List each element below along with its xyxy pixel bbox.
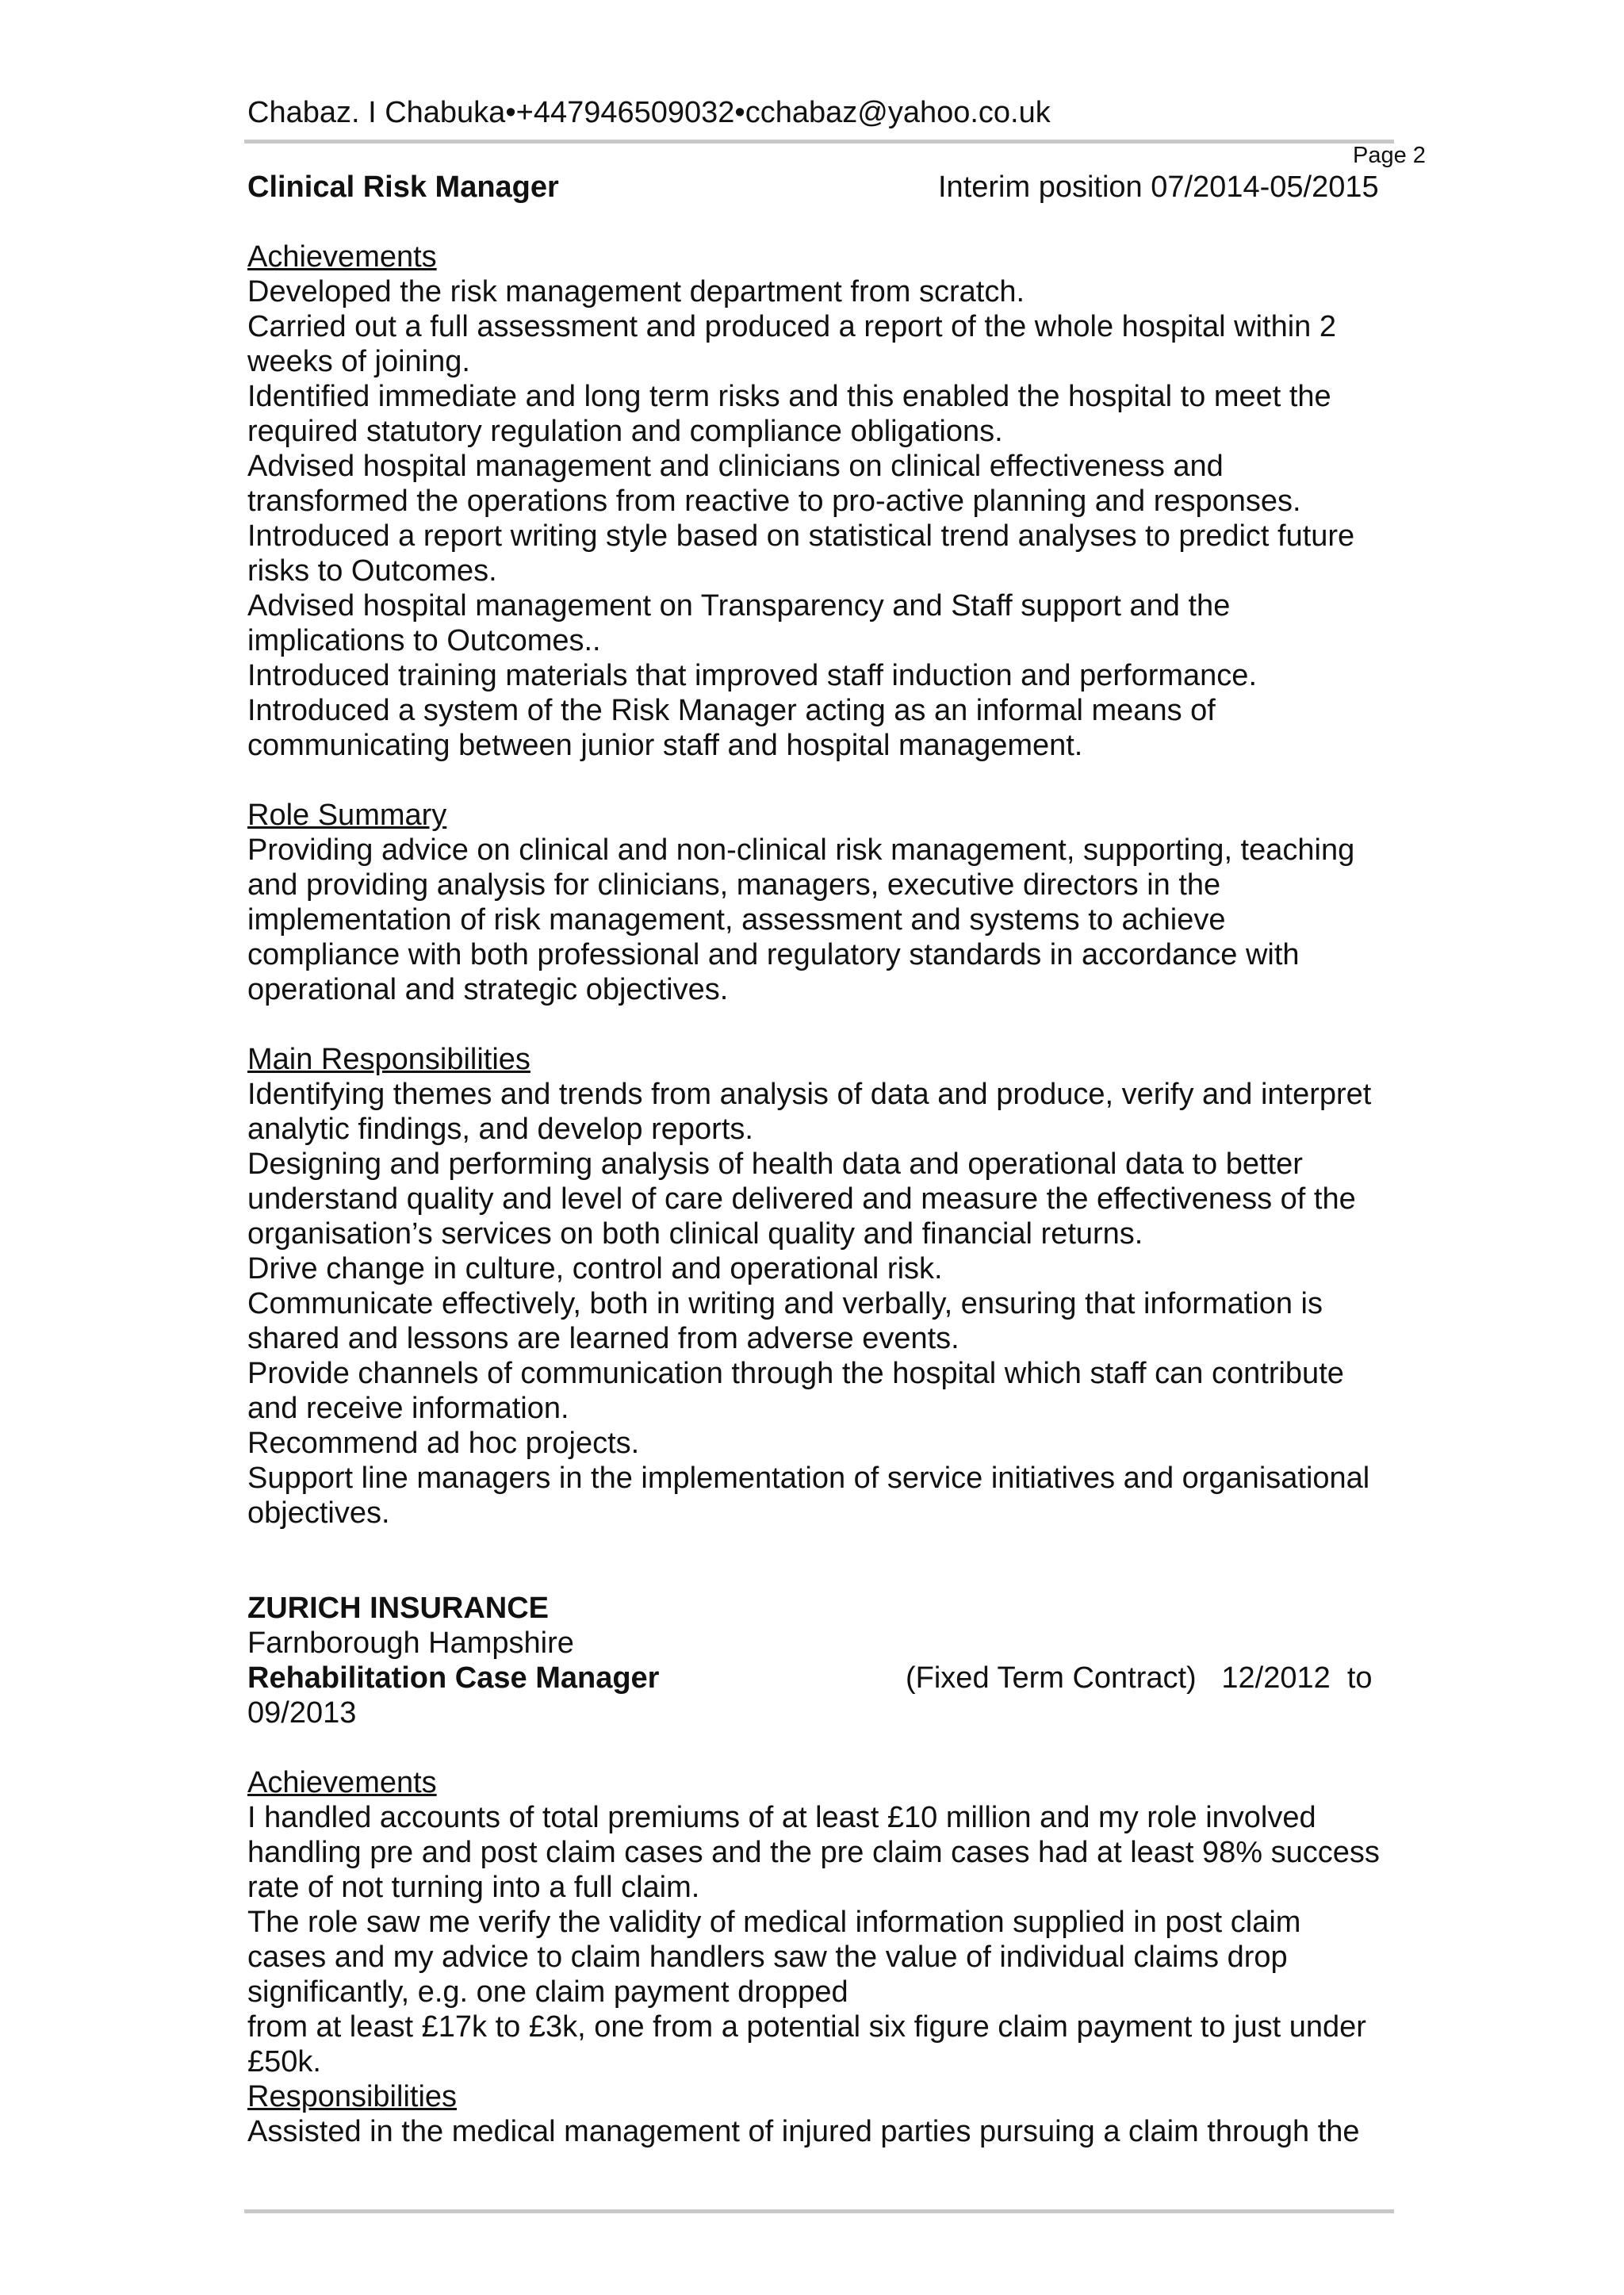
responsibility-line: and receive information. (247, 1392, 569, 1425)
achievement-line: Carried out a full assessment and produced a report of the whole hospital within 2 (247, 310, 1337, 343)
role-summary-line: implementation of risk management, assessment and systems to achieve (247, 903, 1226, 937)
role-summary-line: Providing advice on clinical and non-clinical risk management, supporting, teaching (247, 833, 1355, 867)
achievement-line: Identified immediate and long term risks and this enabled the hospital to meet the (247, 380, 1331, 413)
job-title: Rehabilitation Case Manager (247, 1661, 660, 1695)
role-summary-line: and providing analysis for clinicians, managers, executive directors in the (247, 868, 1221, 902)
achievement-line: Introduced training materials that improved staff induction and performance. (247, 659, 1257, 692)
footer-rule (244, 2209, 1394, 2213)
company-location: Farnborough Hampshire (247, 1626, 574, 1660)
job-term-continued: 09/2013 (247, 1696, 357, 1730)
achievement-line: Advised hospital management on Transparency and Staff support and the (247, 589, 1231, 623)
responsibility-line: Identifying themes and trends from analysis of data and produce, verify and interpret (247, 1078, 1372, 1111)
main-responsibilities-heading: Main Responsibilities (247, 1043, 530, 1076)
achievement-line: Advised hospital management and clinicians on clinical effectiveness and (247, 450, 1224, 483)
responsibility-line: Drive change in culture, control and operational risk. (247, 1252, 943, 1285)
achievement-line: significantly, e.g. one claim payment dropped (247, 1975, 848, 2009)
achievement-line: risks to Outcomes. (247, 554, 497, 588)
responsibility-line: organisation’s services on both clinical quality and financial returns. (247, 1217, 1143, 1251)
achievement-line: £50k. (247, 2045, 321, 2079)
achievement-line: Introduced a report writing style based on statistical trend analyses to predict future (247, 519, 1355, 553)
responsibility-line: Support line managers in the implementation of service initiatives and organisational (247, 1462, 1370, 1495)
achievement-line: handling pre and post claim cases and the pre claim cases had at least 98% success (247, 1836, 1380, 1869)
achievement-line: communicating between junior staff and hospital management. (247, 729, 1083, 762)
achievement-line: The role saw me verify the validity of medical information supplied in post claim (247, 1906, 1301, 1939)
responsibility-line: shared and lessons are learned from adverse events. (247, 1322, 959, 1355)
header-contact: Chabaz. I Chabuka•+447946509032•cchabaz@yahoo.co.uk (247, 96, 1051, 129)
achievement-line: cases and my advice to claim handlers saw the value of individual claims drop (247, 1941, 1288, 1974)
responsibility-line: Communicate effectively, both in writing and verbally, ensuring that information is (247, 1287, 1323, 1320)
company-name: ZURICH INSURANCE (247, 1592, 549, 1625)
responsibility-line: Assisted in the medical management of injured parties pursuing a claim through the (247, 2115, 1360, 2148)
achievement-line: required statutory regulation and compliance obligations. (247, 415, 1003, 448)
role-summary-line: compliance with both professional and regulatory standards in accordance with (247, 938, 1300, 971)
job-title: Clinical Risk Manager (247, 170, 559, 204)
header-rule (244, 140, 1394, 144)
responsibility-line: understand quality and level of care delivered and measure the effectiveness of the (247, 1182, 1356, 1216)
page-number: Page 2 (1353, 143, 1426, 168)
achievements-heading: Achievements (247, 240, 437, 274)
role-summary-line: operational and strategic objectives. (247, 973, 729, 1006)
achievement-line: Developed the risk management department from scratch. (247, 275, 1025, 308)
responsibility-line: Recommend ad hoc projects. (247, 1427, 640, 1460)
achievement-line: transformed the operations from reactive to pro-active planning and responses. (247, 485, 1301, 518)
achievement-line: I handled accounts of total premiums of at least £10 million and my role involved (247, 1801, 1316, 1834)
responsibility-line: analytic findings, and develop reports. (247, 1113, 753, 1146)
responsibilities-heading: Responsibilities (247, 2080, 458, 2113)
achievement-line: implications to Outcomes.. (247, 624, 601, 657)
achievement-line: weeks of joining. (247, 345, 470, 378)
job-term: Interim position 07/2014-05/2015 (938, 170, 1379, 204)
role-summary-heading: Role Summary (247, 799, 447, 832)
responsibility-line: Provide channels of communication through the hospital which staff can contribute (247, 1357, 1344, 1390)
achievement-line: Introduced a system of the Risk Manager acting as an informal means of (247, 694, 1216, 727)
responsibility-line: objectives. (247, 1496, 390, 1530)
achievements-heading: Achievements (247, 1766, 437, 1799)
achievement-line: from at least £17k to £3k, one from a potential six figure claim payment to just under (247, 2010, 1366, 2044)
responsibility-line: Designing and performing analysis of health data and operational data to better (247, 1148, 1303, 1181)
achievement-line: rate of not turning into a full claim. (247, 1871, 700, 1904)
job-term: (Fixed Term Contract) 12/2012 to (906, 1661, 1373, 1695)
